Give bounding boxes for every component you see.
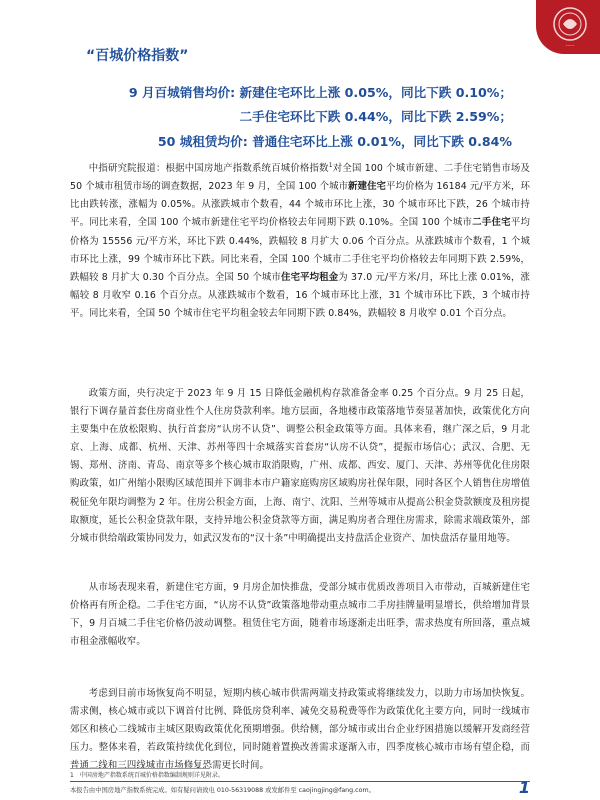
paragraph-market xyxy=(70,579,530,651)
footer-divider xyxy=(70,781,530,782)
paragraph-outlook xyxy=(70,685,530,775)
document-title: “百城价格指数” xyxy=(86,48,189,64)
paragraph-summary xyxy=(70,157,530,323)
footnote-ref[interactable]: 1 xyxy=(328,162,333,169)
headline-rental: 50 城租赁均价: 普通住宅环比上涨 0.01%，同比下跌 0.84% xyxy=(157,134,512,149)
market-text: 从市场表现来看，新建住宅方面，9 月房企加快推盘，受部分城市优质改善项目入市带动，百城新建住宅价格再有所企稳。二手住宅方面，“认房不认贷”政策落地带动重点城市二手房挂牌量明显增长，供给增加背景下，9 月百城二手住宅价格仍波动调整。租赁住宅方面，随着市场逐渐走出旺季，需求热度有所回落，重点城市租金涨幅收窄。 xyxy=(70,582,530,648)
brand-logo xyxy=(536,0,600,54)
svg-text:·····: ····· xyxy=(565,43,575,50)
summary-text-5: 为 37.0 元/平方米/月，环比上涨 0.01%，涨幅较 8 月收窄 0.16 个百分点。从涨跌城市个数看，16 个城市环比上涨，31 个城市环比下跌，3 个城市持平。同比来看，全国 50 个城市住宅平均租金较去年同期下跌 0.84%，跌幅较 8 月收窄 0.01 个百分点。 xyxy=(70,271,530,319)
paragraph-policy xyxy=(70,385,530,548)
footnote-divider xyxy=(70,768,210,769)
headline-new-home: 9 月百城销售均价: 新建住宅环比上涨 0.05%，同比下跌 0.10%； xyxy=(128,85,512,100)
footnote: 1 中国房地产指数系统百城价格指数编制规则详见附录。 xyxy=(70,772,224,779)
policy-text: 政策方面，央行决定于 2023 年 9 月 15 日降低金融机构存款准备金率 0.25 个百分点。9 月 25 日起，银行下调存量首套住房商业性个人住房贷款利率。地方层面，各地楼市政策落地节奏显著加快，政策优化方向主要集中在放松限购、执行首套房“认房不认贷”、调整公积金政策等方面。具体来看，继广深之后，9 月北京、上海、成都、杭州、天津、苏州等四十余城落实首套房“认房不认贷”，提振市场信心；武汉、合肥、无锡、郑州、济南、青岛、南京等多个核心城市取消限购，广州、成都、西安、厦门、天津、苏州等优化住房限购政策，如广州缩小限购区域范围并下调非本市户籍家庭购房区域购房社保年限，同时各区个人销售住房增值税征免年限均调整为 2 年。住房公积金方面，上海、南宁、沈阳、兰州等城市从提高公积金贷款额度及租房提取额度，延长公积金贷款年限，支持异地公积金贷款等方面，满足购房者合理住房需求，除需求端政策外，部分城市供给端政策协同发力，如武汉发布的“汉十条”中明确提出支持盘活企业资产、加快盘活存量用地等。 xyxy=(70,388,530,544)
summary-text-3: 平均价格为 16184 元/平方米，环比由跌转涨，涨幅为 0.05%。从涨跌城市个数看，44 个城市环比上涨，30 个城市环比下跌，26 个城市持平。同比来看，全国 100 个城市新建住宅平均价格较去年同期下跌 0.10%。全国 100 个城市 xyxy=(70,181,531,229)
keyword-new-home: 新建住宅 xyxy=(348,181,387,193)
page-number: 1 xyxy=(518,778,530,797)
summary-text-2: 对全国 100 个城市新建、二手住宅销售市场及 50 个城市租赁市场的调查数据，2023 年 9 月，全国 100 个城市 xyxy=(70,163,530,193)
outlook-text: 考虑到目前市场恢复尚不明显，短期内核心城市供需两端支持政策或将继续发力，以助力市场加快恢复。需求侧，核心城市或以下调首付比例、降低房贷利率、减免交易税费等作为政策优化主要方向，同时一线城市郊区和核心二线城市主城区限购政策优化预期增强。供给侧，部分城市或出台企业纾困措施以缓解开发商经营压力。整体来看，若政策持续优化到位，同时随着置换改善需求逐渐入市，四季度核心城市市场有望企稳，而普通二线和三四线城市市场修复恐需更长时间。 xyxy=(70,688,530,772)
keyword-rent: 住宅平均租金 xyxy=(281,271,339,283)
footer-contact: 本报告由中国房地产指数系统完成。如有疑问请致电 010-56319088 或发邮件至 caojingjing@fang.com。 xyxy=(70,787,375,794)
headline-second-hand: 二手住宅环比下跌 0.44%，同比下跌 2.59%； xyxy=(239,109,512,124)
summary-text-4: 平均价格为 15556 元/平方米，环比下跌 0.44%，跌幅较 8 月扩大 0.06 个百分点。从涨跌城市个数看，1 个城市环比上涨，99 个城市环比下跌。同比来看，全国 100 个城市二手住宅平均价格较去年同期下跌 2.59%，跌幅较 8 月扩大 0.30 个百分点。全国 50 个城市 xyxy=(70,217,531,283)
summary-text-1: 中指研究院报道：根据中国房地产指数系统百城价格指数 xyxy=(88,163,329,175)
keyword-second-hand: 二手住宅 xyxy=(472,217,511,229)
china-index-academy-seal-icon xyxy=(536,0,600,54)
